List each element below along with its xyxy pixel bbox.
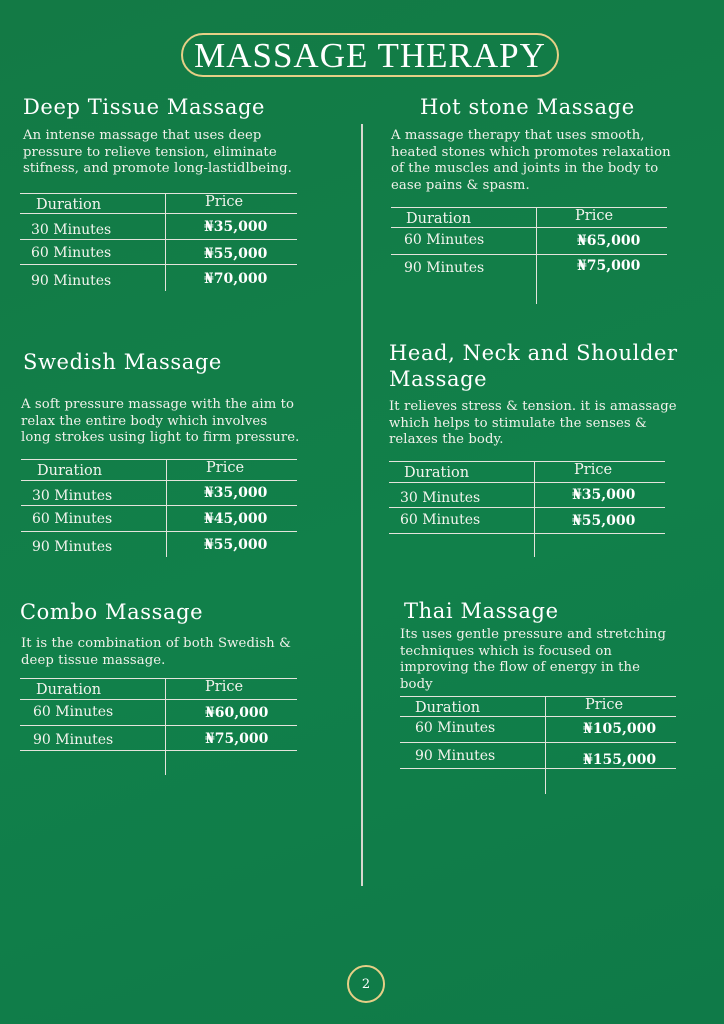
- section-title: Deep Tissue Massage: [23, 95, 266, 119]
- duration-cell: 90 Minutes: [415, 748, 496, 764]
- price-header: Price: [205, 679, 244, 695]
- section-description: A massage therapy that uses smooth, heated stones which promotes relaxation of the muscles and joints in the body to ease pains & spasm.: [391, 128, 671, 193]
- section-swedish: [23, 349, 353, 447]
- duration-header: Duration: [406, 211, 472, 227]
- price-cell: ₦35,000: [204, 485, 268, 501]
- price-cell: ₦105,000: [583, 721, 657, 737]
- price-cell: ₦155,000: [583, 752, 657, 768]
- price-cell: ₦55,000: [204, 537, 268, 553]
- section-title: Thai Massage: [404, 599, 559, 623]
- price-cell: ₦60,000: [205, 705, 269, 721]
- section-description: A soft pressure massage with the aim to relax the entire body which involves long strokes using light to firm pressure.: [21, 397, 300, 445]
- price-cell: ₦65,000: [577, 233, 641, 249]
- price-header: Price: [575, 208, 614, 224]
- duration-cell: 60 Minutes: [31, 245, 112, 261]
- duration-header: Duration: [36, 197, 102, 213]
- duration-header: Duration: [415, 700, 481, 716]
- section-title: Head, Neck and Shoulder Massage: [389, 341, 678, 391]
- page-title-frame: [181, 33, 559, 77]
- price-cell: ₦70,000: [204, 271, 268, 287]
- section-hot-stone: [391, 94, 716, 194]
- duration-cell: 90 Minutes: [404, 260, 485, 276]
- price-table-combo: [20, 678, 297, 775]
- price-table-thai: [400, 696, 676, 794]
- duration-header: Duration: [404, 465, 470, 481]
- price-header: Price: [206, 460, 245, 476]
- price-cell: ₦75,000: [577, 258, 641, 274]
- section-title: Swedish Massage: [23, 350, 222, 374]
- section-combo: [20, 599, 350, 669]
- section-deep-tissue: [23, 94, 343, 178]
- duration-cell: 30 Minutes: [400, 490, 481, 506]
- duration-cell: 90 Minutes: [31, 273, 112, 289]
- section-description: An intense massage that uses deep pressure to relieve tension, eliminate stifness, and promote long-lastidlbeing.: [23, 128, 292, 176]
- section-title: Hot stone Massage: [420, 95, 635, 119]
- price-table-hot-stone: [391, 207, 667, 304]
- duration-cell: 30 Minutes: [32, 488, 113, 504]
- duration-header: Duration: [37, 463, 103, 479]
- section-title: Combo Massage: [20, 600, 204, 624]
- section-head-neck-shoulder: [389, 340, 716, 449]
- page-number: [347, 965, 385, 1003]
- price-cell: ₦45,000: [204, 511, 268, 527]
- section-thai: [400, 598, 716, 693]
- price-cell: ₦55,000: [572, 513, 636, 529]
- price-cell: ₦55,000: [204, 246, 268, 262]
- price-table-deep-tissue: [20, 193, 297, 291]
- section-description: It relieves stress & tension. it is amassage which helps to stimulate the senses & relaxes the body.: [389, 399, 677, 447]
- price-table-head-neck-shoulder: [389, 461, 665, 557]
- duration-header: Duration: [36, 682, 102, 698]
- page-title: MASSAGE THERAPY: [194, 35, 546, 75]
- price-table-swedish: [21, 459, 297, 557]
- duration-cell: 90 Minutes: [33, 732, 114, 748]
- price-header: Price: [205, 194, 244, 210]
- price-cell: ₦75,000: [205, 731, 269, 747]
- price-header: Price: [585, 697, 624, 713]
- column-divider: [361, 124, 363, 886]
- price-cell: ₦35,000: [204, 219, 268, 235]
- duration-cell: 60 Minutes: [400, 512, 481, 528]
- duration-cell: 60 Minutes: [32, 511, 113, 527]
- price-header: Price: [574, 462, 613, 478]
- duration-cell: 90 Minutes: [32, 539, 113, 555]
- duration-cell: 60 Minutes: [404, 232, 485, 248]
- duration-cell: 30 Minutes: [31, 222, 112, 238]
- price-cell: ₦35,000: [572, 487, 636, 503]
- page-number-text: 2: [361, 976, 371, 992]
- section-description: Its uses gentle pressure and stretching techniques which is focused on improving the flow of energy in the body: [400, 627, 667, 692]
- duration-cell: 60 Minutes: [33, 704, 114, 720]
- duration-cell: 60 Minutes: [415, 720, 496, 736]
- section-description: It is the combination of both Swedish & deep tissue massage.: [21, 636, 291, 668]
